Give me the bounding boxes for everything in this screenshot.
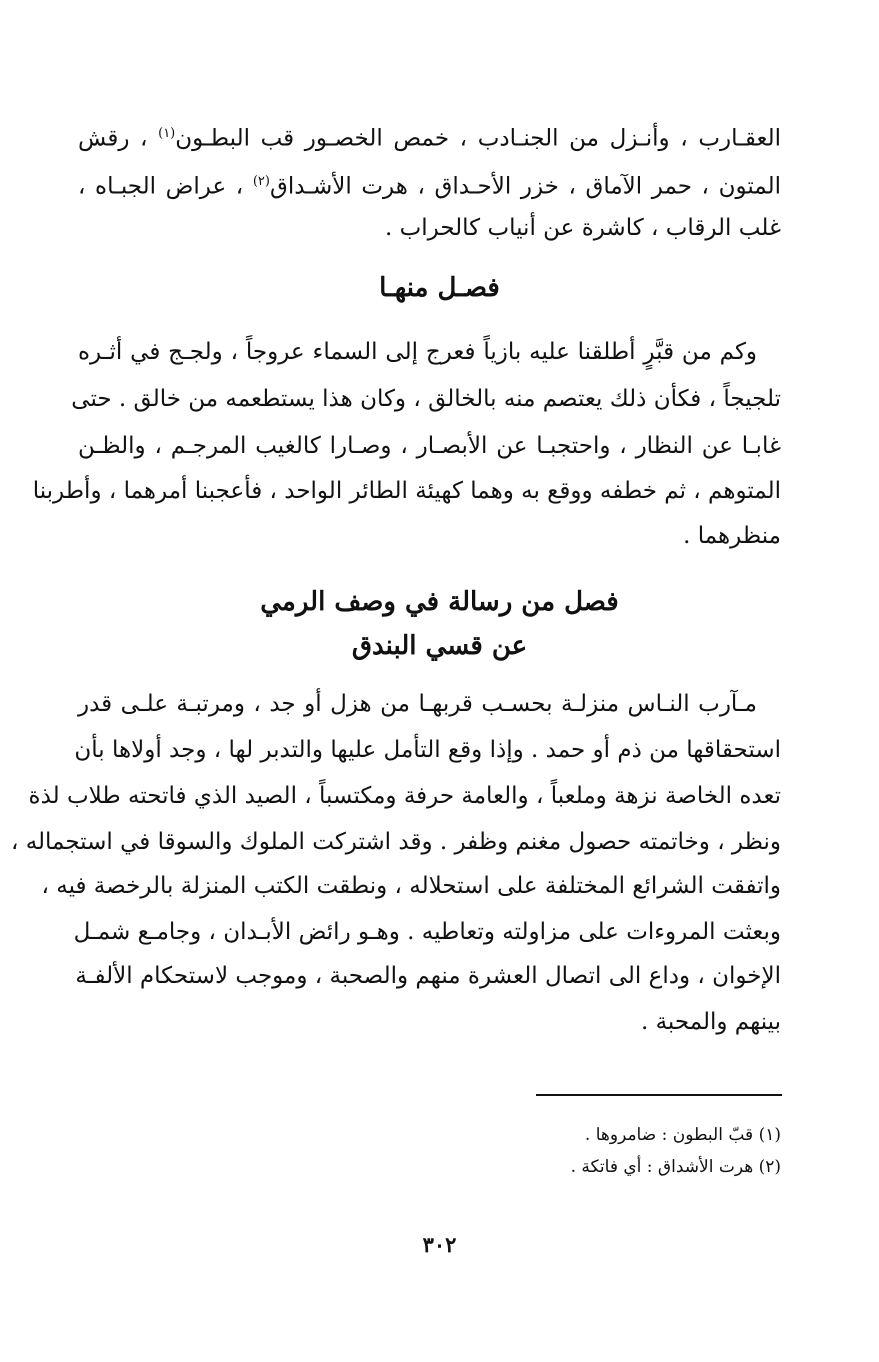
paragraph2-line4: المتوهم ، ثم خطفه ووقع به وهما كهيئة الطائر الواحد ، فأعجبنا أمرهما ، وأطربنا <box>32 478 781 504</box>
section-heading-2-line1: فصل من رسالة في وصف الرمي <box>260 587 619 617</box>
footnote-2: (٢) هرت الأشداق : أي فاتكة . <box>570 1157 781 1177</box>
paragraph3-line3: تعده الخاصة نزهة وملعباً ، والعامة حرفة ومكتسباً ، الصيد الذي فاتحته طلاب لذة <box>28 783 781 809</box>
footnote-marker-1: (١) <box>158 126 176 141</box>
section-heading-1: فصـل منهـا <box>379 273 500 303</box>
paragraph3-line1: مـآرب النـاس منزلـة بحسـب قربهـا من هزل أو جد ، ومرتبـة علـى قدر <box>78 691 757 717</box>
paragraph2-line1: وكم من قبَّرٍ أطلقنا عليه بازياً فعرج إلى السماء عروجاً ، ولجـج في أثـره <box>78 339 757 365</box>
paragraph3-line5: واتفقت الشرائع المختلفة على استحلاله ، ونطقت الكتب المنزلة بالرخصة فيه ، <box>41 873 781 899</box>
p1-line1-text: العقـارب ، وأنـزل من الجنـادب ، خمص الخصـور قب البطـون <box>175 125 781 152</box>
paragraph3-line8: بينهم والمحبة . <box>640 1009 781 1035</box>
footnote-marker-2: (٢) <box>252 174 270 189</box>
page-number: ٣٠٢ <box>422 1232 457 1257</box>
paragraph1-line2 <box>78 162 781 202</box>
paragraph2-line2: تلجيجاً ، فكأن ذلك يعتصم منه بالخالق ، وكان هذا يستطعمه من خالق . حتى <box>71 386 781 412</box>
p1-line2-tail: ، عراض الجبـاه ، <box>78 173 253 200</box>
paragraph2-line5: منظرهما . <box>683 523 781 549</box>
footnote-separator <box>536 1094 782 1096</box>
paragraph3-line7: الإخوان ، وداع الى اتصال العشرة منهم والصحبة ، وموجب لاستحكام الألفـة <box>75 963 781 989</box>
paragraph3-line2: استحقاقها من ذم أو حمد . وإذا وقع التأمل عليها والتدبر لها ، وجد أولاها بأن <box>74 737 781 763</box>
p1-line2-text: المتون ، حمر الآماق ، خزر الأحـداق ، هرت الأشـداق <box>269 173 781 200</box>
footnote-1: (١) قبّ البطون : ضامروها . <box>584 1125 781 1145</box>
section-heading-2-line2: عن قسي البندق <box>351 631 528 661</box>
paragraph3-line6: وبعثت المروءات على مزاولته وتعاطيه . وهـو رائض الأبـدان ، وجامـع شمـل <box>73 919 781 945</box>
paragraph2-line3: غابـا عن النظار ، واحتجبـا عن الأبصـار ، وصـارا كالغيب المرجـم ، والظـن <box>78 433 781 459</box>
paragraph3-line4: ونظر ، وخاتمته حصول مغنم وظفر . وقد اشتركت الملوك والسوقا في استجماله ، <box>10 829 781 855</box>
p1-line1-tail: ، رقش <box>78 125 159 152</box>
paragraph1-line1 <box>78 114 781 154</box>
paragraph1-line3: غلب الرقاب ، كاشرة عن أنياب كالحراب . <box>384 215 781 241</box>
